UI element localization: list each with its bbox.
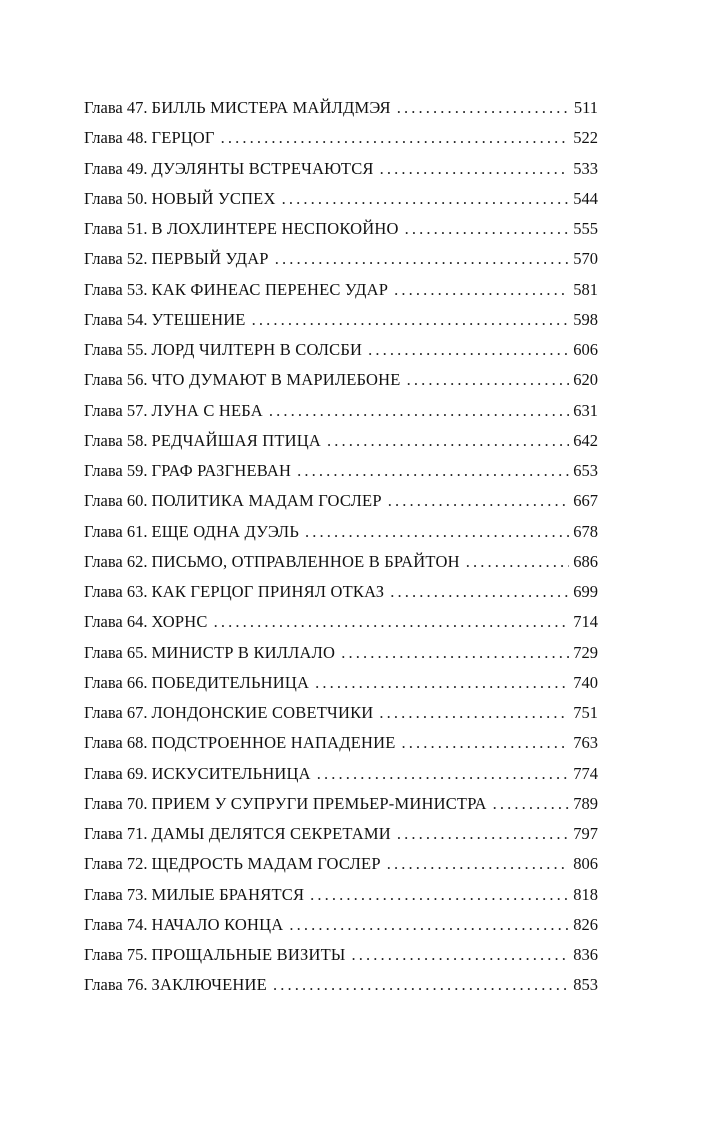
chapter-title: ХОРНС [151,612,208,632]
dot-leader [394,275,569,305]
toc-entry [84,93,598,123]
toc-entry [84,365,598,395]
chapter-number: Глава 62. [84,551,148,571]
toc-entry [84,335,598,365]
page-number: 751 [573,703,598,722]
dot-leader [269,396,569,426]
dot-leader [282,184,570,214]
page-number: 853 [573,975,598,995]
toc-entry [84,880,598,910]
toc-entry [84,638,598,668]
toc-entry [84,789,598,819]
dot-leader [379,698,569,728]
page-number: 544 [573,188,598,208]
toc-entry [84,819,598,849]
page-number: 631 [573,400,598,420]
dot-leader [315,668,569,698]
toc-entry [84,305,598,335]
chapter-title: МИНИСТР В КИЛЛАЛО [151,642,336,662]
chapter-number: Глава 57. [84,400,148,420]
table-of-contents [84,93,598,1001]
toc-entry [84,214,598,244]
chapter-number: Глава 52. [84,249,148,269]
chapter-title: МИЛЫЕ БРАНЯТСЯ [151,884,305,904]
dot-leader [368,335,569,365]
chapter-number: Глава 75. [84,945,148,964]
toc-entry [84,698,598,728]
chapter-title: ЛОНДОНСКИЕ СОВЕТЧИКИ [151,703,374,722]
dot-leader [305,517,569,547]
chapter-title: ГРАФ РАЗГНЕВАН [151,461,292,480]
dot-leader [388,486,570,516]
chapter-number: Глава 63. [84,582,148,601]
chapter-title: КАК ФИНЕАС ПЕРЕНЕС УДАР [151,279,389,299]
toc-entry [84,123,598,153]
dot-leader [387,849,570,879]
page-number: 620 [573,370,598,390]
page-number: 818 [573,884,598,904]
page-number: 581 [573,279,598,299]
page-number: 740 [573,672,598,692]
page-number: 806 [573,854,598,874]
dot-leader [407,365,570,395]
dot-leader [214,607,570,637]
chapter-title: УТЕШЕНИЕ [151,309,246,329]
page-number: 699 [573,582,598,601]
chapter-title: ПРИЕМ У СУПРУГИ ПРЕМЬЕР-МИНИСТРА [151,793,487,813]
dot-leader [466,547,570,577]
chapter-number: Глава 56. [84,370,148,390]
toc-entry [84,547,598,577]
chapter-number: Глава 73. [84,884,148,904]
page-number: 555 [573,219,598,238]
page-number: 729 [573,642,598,662]
toc-entry [84,849,598,879]
dot-leader [397,819,569,849]
chapter-title: ПЕРВЫЙ УДАР [151,249,269,269]
toc-entry [84,275,598,305]
page-number: 763 [573,733,598,753]
toc-entry [84,154,598,184]
chapter-title: ГЕРЦОГ [151,128,215,148]
chapter-number: Глава 76. [84,975,148,995]
toc-entry [84,577,598,607]
dot-leader [390,577,569,607]
chapter-number: Глава 67. [84,703,148,722]
dot-leader [380,154,570,184]
chapter-number: Глава 69. [84,763,148,783]
dot-leader [405,214,570,244]
chapter-number: Глава 54. [84,309,148,329]
chapter-number: Глава 74. [84,914,148,934]
chapter-number: Глава 51. [84,219,148,238]
page-number: 836 [573,945,598,964]
dot-leader [493,789,570,819]
chapter-title: НАЧАЛО КОНЦА [151,914,284,934]
dot-leader [221,123,570,153]
dot-leader [327,426,569,456]
chapter-title: НОВЫЙ УСПЕХ [151,188,276,208]
dot-leader [310,880,569,910]
chapter-title: ЩЕДРОСТЬ МАДАМ ГОСЛЕР [151,854,381,874]
dot-leader [289,910,569,940]
chapter-title: ПРОЩАЛЬНЫЕ ВИЗИТЫ [151,945,346,964]
chapter-title: ИСКУСИТЕЛЬНИЦА [151,763,311,783]
page-number: 826 [573,914,598,934]
chapter-number: Глава 53. [84,279,148,299]
toc-entry [84,517,598,547]
toc-entry [84,456,598,486]
page-number: 667 [573,491,598,511]
chapter-title: РЕДЧАЙШАЯ ПТИЦА [151,430,322,450]
chapter-number: Глава 71. [84,824,148,843]
chapter-title: ЛУНА С НЕБА [151,400,263,420]
toc-entry [84,426,598,456]
chapter-title: КАК ГЕРЦОГ ПРИНЯЛ ОТКАЗ [151,582,385,601]
chapter-number: Глава 72. [84,854,148,874]
chapter-title: ЗАКЛЮЧЕНИЕ [151,975,267,995]
dot-leader [402,728,570,758]
dot-leader [351,940,569,970]
toc-entry [84,728,598,758]
page-number: 522 [573,128,598,148]
chapter-number: Глава 55. [84,340,148,359]
dot-leader [275,244,570,274]
page-number: 598 [573,309,598,329]
dot-leader [297,456,569,486]
chapter-title: ДАМЫ ДЕЛЯТСЯ СЕКРЕТАМИ [151,824,391,843]
chapter-number: Глава 47. [84,98,148,117]
chapter-number: Глава 70. [84,793,148,813]
page-number: 653 [573,461,598,480]
chapter-title: ЛОРД ЧИЛТЕРН В СОЛСБИ [151,340,363,359]
toc-entry [84,607,598,637]
chapter-title: ЧТО ДУМАЮТ В МАРИЛЕБОНЕ [151,370,401,390]
toc-entry [84,184,598,214]
chapter-title: ПОЛИТИКА МАДАМ ГОСЛЕР [151,491,382,511]
dot-leader [317,759,569,789]
page-number: 533 [573,158,598,178]
toc-entry [84,970,598,1000]
chapter-number: Глава 50. [84,188,148,208]
chapter-title: ПИСЬМО, ОТПРАВЛЕННОЕ В БРАЙТОН [151,551,460,571]
chapter-number: Глава 66. [84,672,148,692]
chapter-title: БИЛЛЬ МИСТЕРА МАЙЛДМЭЯ [151,98,391,117]
toc-entry [84,759,598,789]
toc-entry [84,396,598,426]
dot-leader [252,305,570,335]
chapter-number: Глава 58. [84,430,148,450]
page-number: 686 [573,551,598,571]
chapter-number: Глава 61. [84,521,148,541]
page-number: 570 [573,249,598,269]
chapter-title: ДУЭЛЯНТЫ ВСТРЕЧАЮТСЯ [151,158,374,178]
chapter-number: Глава 48. [84,128,148,148]
toc-entry [84,486,598,516]
page-number: 797 [573,824,598,843]
chapter-number: Глава 68. [84,733,148,753]
chapter-title: В ЛОХЛИНТЕРЕ НЕСПОКОЙНО [151,219,399,238]
page-number: 774 [573,763,598,783]
dot-leader [273,970,569,1000]
toc-entry [84,910,598,940]
chapter-number: Глава 64. [84,612,148,632]
chapter-number: Глава 49. [84,158,148,178]
toc-entry [84,244,598,274]
chapter-number: Глава 60. [84,491,148,511]
chapter-title: ПОБЕДИТЕЛЬНИЦА [151,672,310,692]
chapter-number: Глава 59. [84,461,148,480]
dot-leader [397,93,570,123]
page-number: 789 [573,793,598,813]
page-number: 642 [573,430,598,450]
page-number: 606 [573,340,598,359]
page-number: 511 [573,98,598,117]
dot-leader [341,638,569,668]
toc-entry [84,940,598,970]
chapter-title: ПОДСТРОЕННОЕ НАПАДЕНИЕ [151,733,396,753]
chapter-number: Глава 65. [84,642,148,662]
page-number: 714 [573,612,598,632]
chapter-title: ЕЩЕ ОДНА ДУЭЛЬ [151,521,299,541]
toc-entry [84,668,598,698]
page-number: 678 [573,521,598,541]
